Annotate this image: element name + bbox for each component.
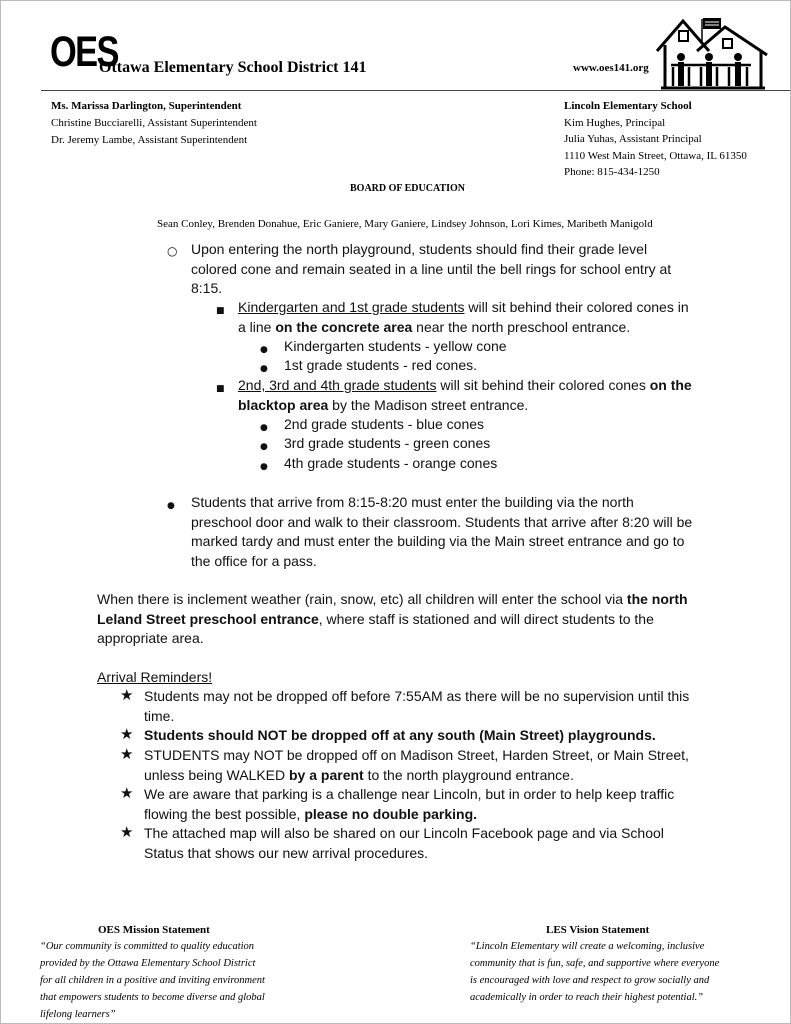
- header-divider: [41, 90, 790, 91]
- board-members: Sean Conley, Brenden Donahue, Eric Ganiere, Mary Ganiere, Lindsey Johnson, Lori Kimes, Maribeth Manigold: [157, 218, 653, 230]
- reminder-5: The attached map will also be shared on our Lincoln Facebook page and via School Status that shows our new arrival procedures.: [144, 825, 664, 861]
- first-grade-cone: 1st grade students - red cones.: [284, 357, 477, 373]
- g234-group-text: 2nd, 3rd and 4th grade students will sit behind their colored cones on the blacktop area by the Madison street entrance.: [238, 377, 692, 413]
- reminders-title: Arrival Reminders!: [97, 669, 213, 685]
- kindergarten-cone: Kindergarten students - yellow cone: [284, 338, 507, 354]
- assistant-superintendent-1: Christine Bucciarelli, Assistant Superintendent: [51, 117, 257, 129]
- website-link[interactable]: www.oes141.org: [573, 62, 649, 74]
- vision-title: LES Vision Statement: [546, 924, 650, 936]
- playground-text: Upon entering the north playground, students should find their grade level colored cone and remain seated in a line until the bell rings for school entry at 8:15.: [191, 241, 672, 296]
- vision-statement: “Lincoln Elementary will create a welcoming, inclusive community that is fun, safe, and supportive where everyone is encouraged with love and respect to grow socially and academically in order to reach their highest potential.”: [470, 941, 720, 1003]
- mission-title: OES Mission Statement: [98, 924, 210, 936]
- square-bullet-icon: ■: [216, 306, 225, 316]
- assistant-principal: Julia Yuhas, Assistant Principal: [564, 133, 702, 145]
- reminder-3: STUDENTS may NOT be dropped off on Madison Street, Harden Street, or Main Street, unless being WALKED by a parent to the north playground entrance.: [144, 747, 689, 783]
- mission-statement: “Our community is committed to quality education provided by the Ottawa Elementary School District for all children in a positive and inviting environment that empowers students to become diverse and global lifelong learners”: [40, 941, 265, 1020]
- school-phone: Phone: 815-434-1250: [564, 166, 660, 178]
- dot-bullet-icon: ●: [260, 423, 268, 433]
- dot-bullet-icon: ●: [260, 364, 268, 374]
- dot-bullet-icon: ●: [260, 462, 268, 472]
- star-bullet-icon: ★: [120, 784, 134, 802]
- dot-bullet-icon: ●: [260, 442, 268, 452]
- reminder-4: We are aware that parking is a challenge near Lincoln, but in order to help keep traffic flowing the best possible, please no double parking.: [144, 786, 675, 822]
- dot-bullet-icon: ●: [260, 345, 268, 355]
- oes-logo-text: OES: [50, 28, 118, 76]
- reminder-1: Students may not be dropped off before 7:55AM as there will be no supervision until this time.: [144, 688, 690, 724]
- second-grade-cone: 2nd grade students - blue cones: [284, 416, 485, 432]
- dot-bullet-icon: ●: [167, 501, 175, 511]
- late-arrival-text: Students that arrive from 8:15-8:20 must enter the building via the north preschool door and walk to their classroom. Students that arrive after 8:20 will be marked tardy and must enter the building via the Main street entrance and go to the office for a pass.: [191, 494, 693, 569]
- school-info-block: [564, 98, 747, 181]
- square-bullet-icon: ■: [216, 384, 225, 394]
- school-name: Lincoln Elementary School: [564, 100, 692, 112]
- hollow-circle-bullet-icon: ○: [167, 244, 178, 258]
- board-title: BOARD OF EDUCATION: [350, 183, 466, 194]
- superintendent: Ms. Marissa Darlington, Superintendent: [51, 100, 242, 112]
- assistant-superintendent-2: Dr. Jeremy Lambe, Assistant Superintendent: [51, 134, 248, 146]
- star-bullet-icon: ★: [120, 686, 134, 704]
- district-name: Ottawa Elementary School District 141: [99, 59, 367, 76]
- school-house-logo: [653, 15, 771, 91]
- reminder-2: Students should NOT be dropped off at any south (Main Street) playgrounds.: [144, 727, 656, 743]
- star-bullet-icon: ★: [120, 745, 134, 763]
- star-bullet-icon: ★: [120, 823, 134, 841]
- school-address: 1110 West Main Street, Ottawa, IL 61350: [564, 149, 747, 162]
- principal: Kim Hughes, Principal: [564, 116, 666, 129]
- star-bullet-icon: ★: [120, 725, 134, 743]
- fourth-grade-cone: 4th grade students - orange cones: [284, 455, 498, 471]
- district-admin-block: [51, 98, 257, 149]
- inclement-weather-paragraph: When there is inclement weather (rain, snow, etc) all children will enter the school via the north Leland Street preschool entrance, where staff is stationed and will direct students to the appropriate area.: [97, 591, 688, 646]
- k1-group-text: Kindergarten and 1st grade students will sit behind their colored cones in a line on the concrete area near the north preschool entrance.: [238, 299, 689, 335]
- third-grade-cone: 3rd grade students - green cones: [284, 435, 491, 451]
